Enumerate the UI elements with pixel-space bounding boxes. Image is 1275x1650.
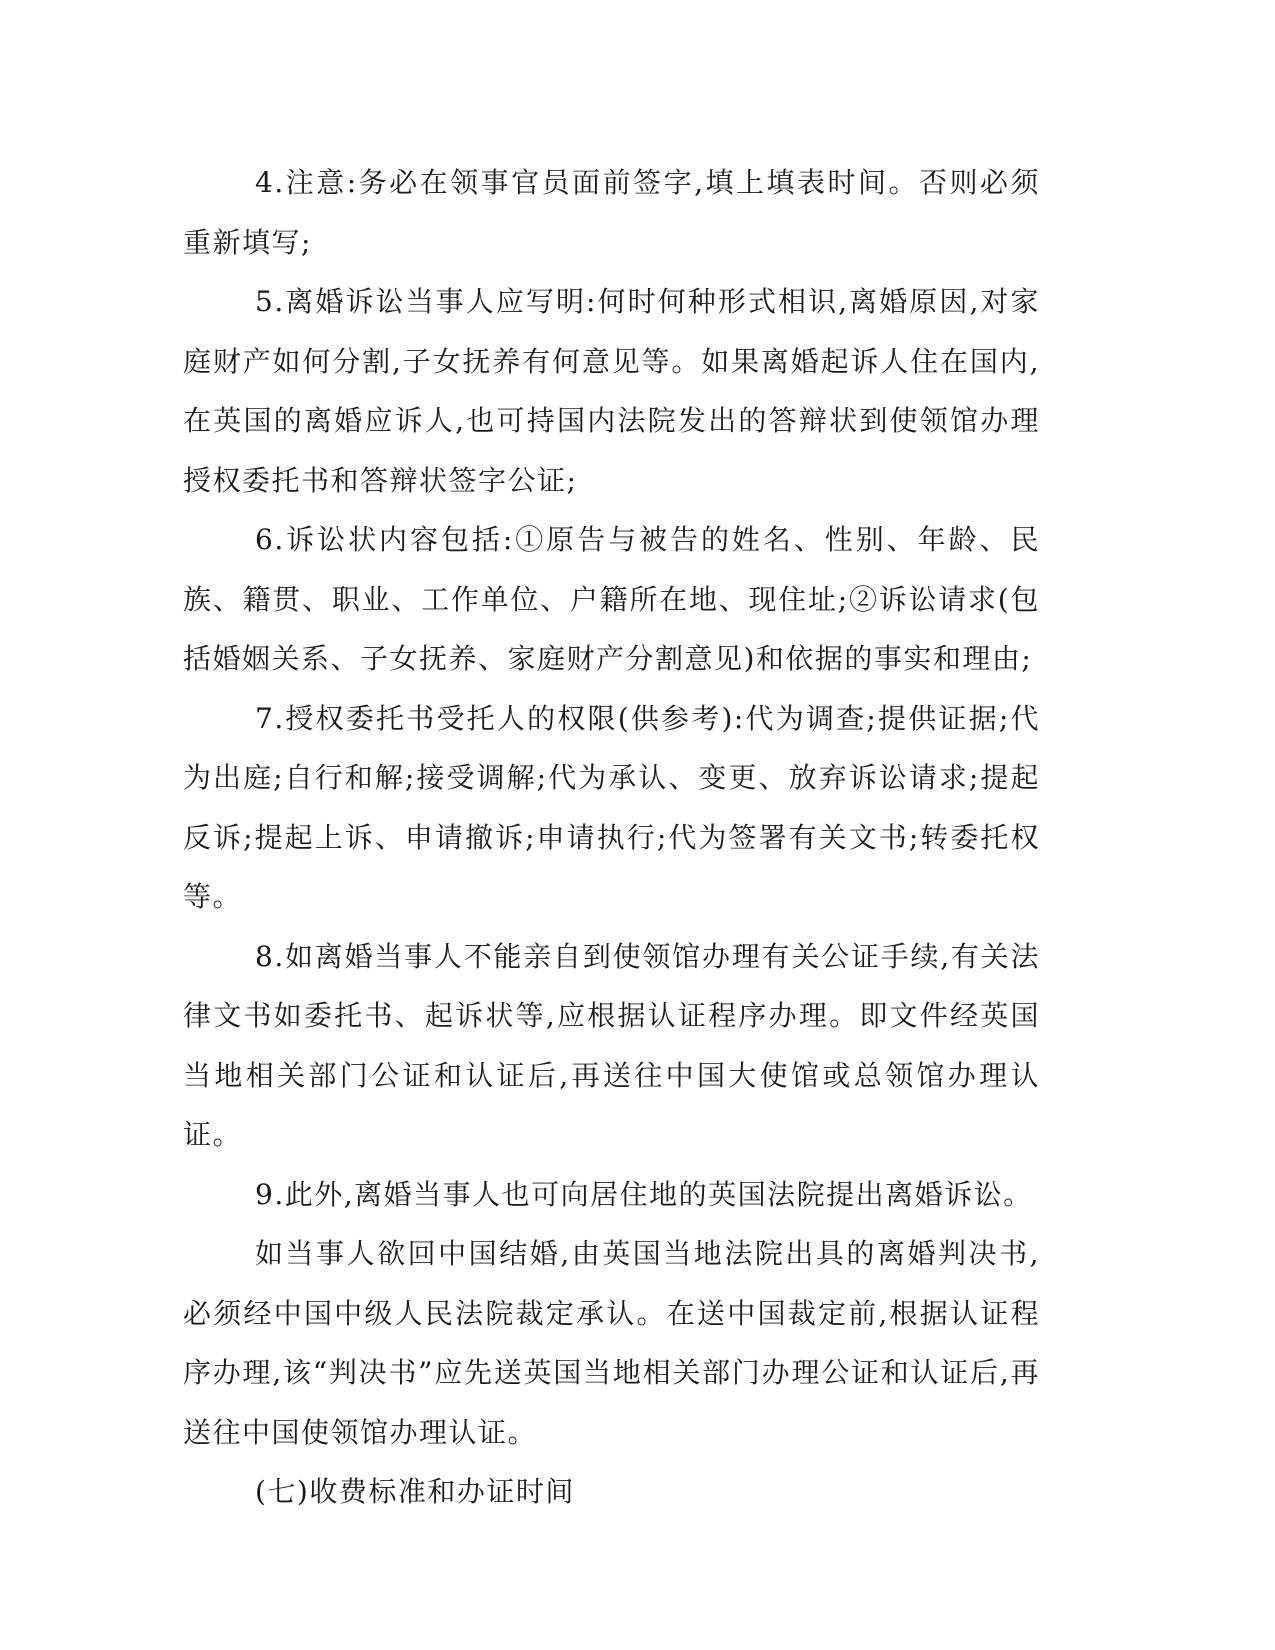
paragraph-item-8-authentication: 8.如离婚当事人不能亲自到使领馆办理有关公证手续,有关法律文书如委托书、起诉状等,应根据认证程序办理。即文件经英国当地相关部门公证和认证后,再送往中国大使馆或总领馆办理认证。 bbox=[183, 939, 1040, 1151]
document-body bbox=[183, 153, 1040, 1522]
paragraph-item-5-divorce-statement: 5.离婚诉讼当事人应写明:何时何种形式相识,离婚原因,对家庭财产如何分割,子女抚养有何意见等。如果离婚起诉人住在国内,在英国的离婚应诉人,也可持国内法院发出的答辩状到使领馆办理授权委托书和答辩状签字公证; bbox=[183, 285, 1040, 497]
paragraph-item-4-signature-notice: 4.注意:务必在领事官员面前签字,填上填表时间。否则必须重新填写; bbox=[183, 166, 1040, 259]
paragraph-item-9-uk-court: 9.此外,离婚当事人也可向居住地的英国法院提出离婚诉讼。 bbox=[255, 1177, 1033, 1211]
paragraph-item-6-complaint-contents: 6.诉讼状内容包括:①原告与被告的姓名、性别、年龄、民族、籍贯、职业、工作单位、户籍所在地、现住址;②诉讼请求(包括婚姻关系、子女抚养、家庭财产分割意见)和依据的事实和理由; bbox=[183, 523, 1040, 675]
paragraph-remarriage-judgment: 如当事人欲回中国结婚,由英国当地法院出具的离婚判决书,必须经中国中级人民法院裁定承认。在送中国裁定前,根据认证程序办理,该“判决书”应先送英国当地相关部门办理公证和认证后,再送往中国使领馆办理认证。 bbox=[183, 1237, 1040, 1449]
paragraph-item-7-power-of-attorney: 7.授权委托书受托人的权限(供参考):代为调查;提供证据;代为出庭;自行和解;接受调解;代为承认、变更、放弃诉讼请求;提起反诉;提起上诉、申请撤诉;申请执行;代为签署有关文书;转委托权等。 bbox=[183, 701, 1040, 913]
section-heading-fees-and-processing-time: (七)收费标准和办证时间 bbox=[255, 1475, 575, 1508]
